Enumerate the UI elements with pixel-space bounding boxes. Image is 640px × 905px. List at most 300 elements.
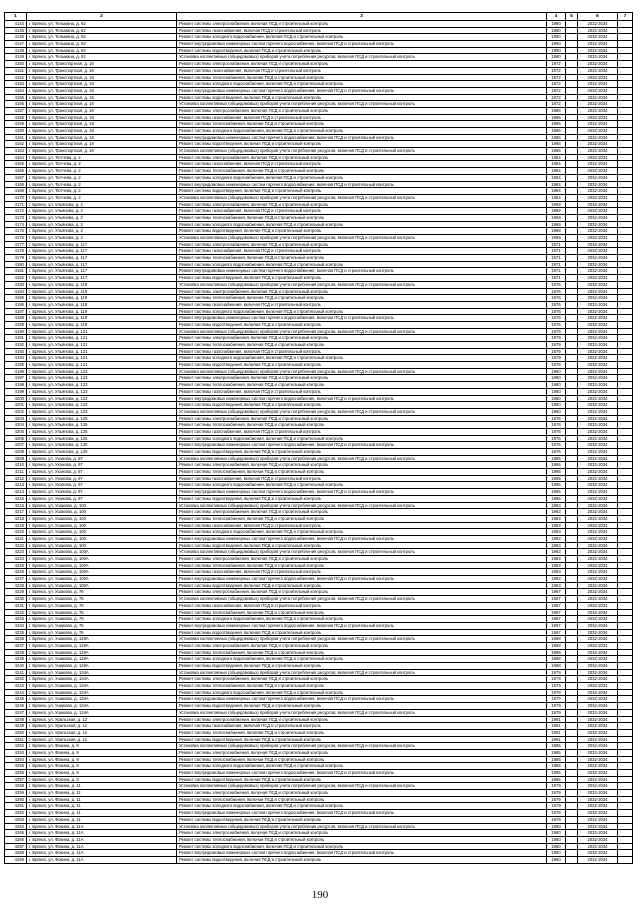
year-cell: 1983	[547, 542, 566, 549]
table-row	[5, 542, 633, 549]
col7-cell	[618, 602, 633, 609]
row-number: 4186	[5, 301, 27, 308]
col7-cell	[618, 596, 633, 603]
year-cell: 1979	[547, 683, 566, 690]
table-row	[5, 783, 633, 790]
work-type-cell: Ремонт системы электроснабжения, включая ПСД и строительный контроль	[177, 288, 547, 295]
address-cell: г. Брянск, ул. Ульянова, д. 119	[27, 288, 177, 295]
col5-cell	[566, 449, 578, 456]
year-cell: 1979	[547, 816, 566, 823]
work-type-cell: Ремонт системы электроснабжения, включая ПСД и строительный контроль	[177, 415, 547, 422]
period-cell: 2032-2034	[578, 67, 618, 74]
work-type-cell: Ремонт внутридомовых инженерных систем горячего водоснабжения, включая ПСД и строительный контроль	[177, 850, 547, 857]
row-number: 4256	[5, 770, 27, 777]
col7-cell	[618, 629, 633, 636]
row-number: 4221	[5, 535, 27, 542]
col7-cell	[618, 362, 633, 369]
col7-cell	[618, 502, 633, 509]
table-row	[5, 836, 633, 843]
table-row	[5, 295, 633, 302]
col5-cell	[566, 663, 578, 670]
year-cell: 1995	[547, 489, 566, 496]
table-row	[5, 134, 633, 141]
address-cell: г. Брянск, ул. Ульянова, д. 123	[27, 395, 177, 402]
period-cell: 2032-2034	[578, 348, 618, 355]
col5-cell	[566, 61, 578, 68]
col7-cell	[618, 261, 633, 268]
work-type-cell: Ремонт системы электроснабжения, включая ПСД и строительный контроль	[177, 335, 547, 342]
work-type-cell: Установка коллективных (общедомовых) приборов учета потребления ресурсов, включая ПСД и строительный контроль	[177, 823, 547, 830]
table-row	[5, 422, 633, 429]
work-type-cell: Ремонт системы водоотведения, включая ПСД и строительный контроль	[177, 402, 547, 409]
col5-cell	[566, 475, 578, 482]
period-cell: 2032-2034	[578, 810, 618, 817]
row-number: 4157	[5, 107, 27, 114]
row-number: 4227	[5, 576, 27, 583]
row-number: 4155	[5, 94, 27, 101]
period-cell: 2032-2034	[578, 843, 618, 850]
table-row	[5, 235, 633, 242]
year-cell: 1990	[547, 34, 566, 41]
work-type-cell: Ремонт системы водоотведения, включая ПСД и строительный контроль	[177, 228, 547, 235]
work-type-cell: Ремонт системы водоотведения, включая ПСД и строительный контроль	[177, 856, 547, 863]
period-cell: 2032-2034	[578, 281, 618, 288]
address-cell: г. Брянск, ул. Транспортная, д. 16	[27, 67, 177, 74]
period-cell: 2032-2034	[578, 743, 618, 750]
col5-cell	[566, 636, 578, 643]
col5-cell	[566, 522, 578, 529]
address-cell: г. Брянск, ул. Транспортная, д. 16	[27, 61, 177, 68]
address-cell: г. Брянск, ул. Ушакова, д. 134А	[27, 669, 177, 676]
address-cell: г. Брянск, ул. Ульянова, д. 125	[27, 422, 177, 429]
col7-cell	[618, 743, 633, 750]
year-cell: 1983	[547, 549, 566, 556]
col7-cell	[618, 482, 633, 489]
col7-cell	[618, 342, 633, 349]
work-type-cell: Ремонт системы газоснабжения, включая ПСД и строительный контроль	[177, 723, 547, 730]
col7-cell	[618, 61, 633, 68]
period-cell: 2032-2034	[578, 676, 618, 683]
work-type-cell: Ремонт системы теплоснабжения, включая ПСД и строительный контроль	[177, 729, 547, 736]
row-number: 4236	[5, 636, 27, 643]
col7-cell	[618, 74, 633, 81]
col5-cell	[566, 469, 578, 476]
col5-cell	[566, 723, 578, 730]
table-row	[5, 308, 633, 315]
col5-cell	[566, 850, 578, 857]
col5-cell	[566, 776, 578, 783]
table-row	[5, 709, 633, 716]
work-type-cell: Ремонт системы теплоснабжения, включая ПСД и строительный контроль	[177, 255, 547, 262]
col7-cell	[618, 368, 633, 375]
year-cell: 1976	[547, 321, 566, 328]
period-cell: 2032-2034	[578, 275, 618, 282]
col5-cell	[566, 515, 578, 522]
col5-cell	[566, 47, 578, 54]
work-type-cell: Установка коллективных (общедомовых) приборов учета потребления ресурсов, включая ПСД и строительный контроль	[177, 455, 547, 462]
col7-cell	[618, 275, 633, 282]
table-row	[5, 549, 633, 556]
col5-cell	[566, 810, 578, 817]
address-cell: г. Брянск, ул. Ульянова, д. 123	[27, 388, 177, 395]
col5-cell	[566, 141, 578, 148]
table-row	[5, 449, 633, 456]
col5-cell	[566, 756, 578, 763]
address-cell: г. Брянск, ул. Фокина, д. 11	[27, 803, 177, 810]
col5-cell	[566, 248, 578, 255]
work-type-cell: Установка коллективных (общедомовых) приборов учета потребления ресурсов, включая ПСД и строительный контроль	[177, 408, 547, 415]
table-row	[5, 462, 633, 469]
col7-cell	[618, 241, 633, 248]
table-row	[5, 355, 633, 362]
period-cell: 2032-2034	[578, 435, 618, 442]
col5-cell	[566, 275, 578, 282]
year-cell: 1990	[547, 47, 566, 54]
period-cell: 2032-2034	[578, 716, 618, 723]
table-row	[5, 736, 633, 743]
year-cell: 1986	[547, 148, 566, 155]
row-number: 4243	[5, 683, 27, 690]
work-type-cell: Ремонт системы газоснабжения, включая ПСД и строительный контроль	[177, 475, 547, 482]
col5-cell	[566, 716, 578, 723]
row-number: 4206	[5, 435, 27, 442]
col7-cell	[618, 790, 633, 797]
work-type-cell: Ремонт системы электроснабжения, включая ПСД и строительный контроль	[177, 556, 547, 563]
address-cell: г. Брянск, ул. Ушакова, д. 100А	[27, 549, 177, 556]
table-row	[5, 342, 633, 349]
row-number: 4200	[5, 395, 27, 402]
col5-cell	[566, 408, 578, 415]
year-cell: 1988	[547, 636, 566, 643]
col7-cell	[618, 703, 633, 710]
work-type-cell: Ремонт внутридомовых инженерных систем горячего водоснабжения, включая ПСД и строительный контроль	[177, 576, 547, 583]
year-cell: 1980	[547, 402, 566, 409]
year-cell: 1983	[547, 509, 566, 516]
row-number: 4211	[5, 469, 27, 476]
table-row	[5, 816, 633, 823]
row-number: 4258	[5, 783, 27, 790]
row-number: 4250	[5, 729, 27, 736]
work-type-cell: Ремонт внутридомовых инженерных систем горячего водоснабжения, включая ПСД и строительный контроль	[177, 395, 547, 402]
year-cell: 1979	[547, 689, 566, 696]
col5-cell	[566, 375, 578, 382]
year-cell: 1979	[547, 783, 566, 790]
year-cell: 1985	[547, 749, 566, 756]
year-cell: 1980	[547, 382, 566, 389]
work-type-cell: Ремонт системы газоснабжения, включая ПСД и строительный контроль	[177, 388, 547, 395]
table-row	[5, 509, 633, 516]
address-cell: г. Брянск, ул. Ульянова, д. 121	[27, 335, 177, 342]
table-row	[5, 148, 633, 155]
row-number: 4193	[5, 348, 27, 355]
row-number: 4197	[5, 375, 27, 382]
table-row	[5, 241, 633, 248]
row-number: 4244	[5, 689, 27, 696]
col5-cell	[566, 241, 578, 248]
address-cell: г. Брянск, ул. Тютчева, д. 2	[27, 168, 177, 175]
col5-cell	[566, 27, 578, 34]
period-cell: 2032-2034	[578, 756, 618, 763]
address-cell: г. Брянск, ул. Ульянова, д. 2	[27, 214, 177, 221]
work-type-cell: Установка коллективных (общедомовых) приборов учета потребления ресурсов, включая ПСД и строительный контроль	[177, 148, 547, 155]
period-cell: 2032-2034	[578, 188, 618, 195]
table-row	[5, 408, 633, 415]
year-cell: 1990	[547, 21, 566, 28]
year-cell: 1976	[547, 288, 566, 295]
year-cell: 1995	[547, 469, 566, 476]
col7-cell	[618, 716, 633, 723]
col7-cell	[618, 422, 633, 429]
col7-cell	[618, 515, 633, 522]
col7-cell	[618, 288, 633, 295]
year-cell: 1984	[547, 174, 566, 181]
col5-cell	[566, 656, 578, 663]
address-cell: г. Брянск, ул. Уханова, д. 97	[27, 482, 177, 489]
address-cell: г. Брянск, ул. Транспортная, д. 18	[27, 148, 177, 155]
address-cell: г. Брянск, ул. Ульянова, д. 125	[27, 428, 177, 435]
col5-cell	[566, 34, 578, 41]
period-cell: 2032-2034	[578, 402, 618, 409]
table-row	[5, 81, 633, 88]
work-type-cell: Ремонт внутридомовых инженерных систем горячего водоснабжения, включая ПСД и строительный контроль	[177, 622, 547, 629]
col7-cell	[618, 382, 633, 389]
row-number: 4261	[5, 803, 27, 810]
table-row	[5, 756, 633, 763]
col7-cell	[618, 128, 633, 135]
col5-cell	[566, 582, 578, 589]
address-cell: г. Брянск, ул. Ушакова, д. 128А	[27, 642, 177, 649]
col5-cell	[566, 81, 578, 88]
row-number: 4154	[5, 87, 27, 94]
work-type-cell: Установка коллективных (общедомовых) приборов учета потребления ресурсов, включая ПСД и строительный контроль	[177, 194, 547, 201]
row-number: 4177	[5, 241, 27, 248]
period-cell: 2032-2034	[578, 830, 618, 837]
year-cell: 1979	[547, 696, 566, 703]
address-cell: г. Брянск, ул. Уханова, д. 97	[27, 475, 177, 482]
year-cell: 1990	[547, 54, 566, 61]
row-number: 4168	[5, 181, 27, 188]
address-cell: г. Брянск, ул. Тютчева, д. 2	[27, 188, 177, 195]
col7-cell	[618, 669, 633, 676]
col7-cell	[618, 321, 633, 328]
col7-cell	[618, 475, 633, 482]
work-type-cell: Ремонт системы электроснабжения, включая ПСД и строительный контроль	[177, 716, 547, 723]
period-cell: 2032-2034	[578, 696, 618, 703]
year-cell: 1991	[547, 729, 566, 736]
row-number: 4233	[5, 616, 27, 623]
table-row	[5, 428, 633, 435]
period-cell: 2032-2034	[578, 208, 618, 215]
work-type-cell: Ремонт системы водоотведения, включая ПСД и строительный контроль	[177, 495, 547, 502]
work-type-cell: Ремонт системы газоснабжения, включая ПСД и строительный контроль	[177, 522, 547, 529]
period-cell: 2032-2034	[578, 47, 618, 54]
year-cell: 1986	[547, 121, 566, 128]
col7-cell	[618, 856, 633, 863]
address-cell: г. Брянск, ул. Ушакова, д. 100	[27, 522, 177, 529]
row-number: 4203	[5, 415, 27, 422]
work-type-cell: Ремонт внутридомовых инженерных систем горячего водоснабжения, включая ПСД и строительный контроль	[177, 41, 547, 48]
period-cell: 2032-2034	[578, 462, 618, 469]
address-cell: г. Брянск, ул. Уханова, д. 97	[27, 462, 177, 469]
row-number: 4149	[5, 54, 27, 61]
period-cell: 2032-2034	[578, 776, 618, 783]
address-cell: г. Брянск, ул. Тютчева, д. 2	[27, 181, 177, 188]
col5-cell	[566, 94, 578, 101]
table-row	[5, 469, 633, 476]
col5-cell	[566, 21, 578, 28]
work-type-cell: Ремонт системы теплоснабжения, включая ПСД и строительный контроль	[177, 562, 547, 569]
year-cell: 1983	[547, 535, 566, 542]
col5-cell	[566, 609, 578, 616]
work-type-cell: Ремонт системы холодного водоснабжения, включая ПСД и строительный контроль	[177, 763, 547, 770]
address-cell: г. Брянск, ул. Ушакова, д. 100	[27, 502, 177, 509]
address-cell: г. Брянск, ул. Транспортная, д. 16	[27, 94, 177, 101]
year-cell: 1976	[547, 295, 566, 302]
address-cell: г. Брянск, ул. Ульянова, д. 2	[27, 201, 177, 208]
col7-cell	[618, 114, 633, 121]
table-row	[5, 288, 633, 295]
col7-cell	[618, 402, 633, 409]
col7-cell	[618, 709, 633, 716]
address-cell: г. Брянск, ул. Ульянова, д. 119	[27, 295, 177, 302]
table-row	[5, 515, 633, 522]
col7-cell	[618, 683, 633, 690]
address-cell: г. Брянск, ул. Ульянова, д. 2	[27, 228, 177, 235]
row-number: 4165	[5, 161, 27, 168]
table-row	[5, 41, 633, 48]
row-number: 4248	[5, 716, 27, 723]
col7-cell	[618, 395, 633, 402]
period-cell: 2032-2034	[578, 268, 618, 275]
period-cell: 2032-2034	[578, 94, 618, 101]
col5-cell	[566, 576, 578, 583]
year-cell: 1986	[547, 128, 566, 135]
table-row	[5, 689, 633, 696]
year-cell: 1976	[547, 315, 566, 322]
col5-cell	[566, 121, 578, 128]
row-number: 4164	[5, 154, 27, 161]
work-type-cell: Ремонт системы газоснабжения, включая ПСД и строительный контроль	[177, 428, 547, 435]
year-cell: 1987	[547, 596, 566, 603]
address-cell: г. Брянск, ул. Фокина, д. 9	[27, 770, 177, 777]
address-cell: г. Брянск, ул. Фокина, д. 11	[27, 790, 177, 797]
period-cell: 2032-2034	[578, 114, 618, 121]
col5-cell	[566, 101, 578, 108]
work-type-cell: Ремонт системы теплоснабжения, включая ПСД и строительный контроль	[177, 342, 547, 349]
period-cell: 2032-2034	[578, 315, 618, 322]
col5-cell	[566, 328, 578, 335]
row-number: 4207	[5, 442, 27, 449]
address-cell: г. Брянск, ул. Ульянова, д. 117	[27, 241, 177, 248]
address-cell: г. Брянск, ул. Ушакова, д. 100	[27, 509, 177, 516]
table-row	[5, 321, 633, 328]
address-cell: г. Брянск, ул. Тютчева, д. 2	[27, 174, 177, 181]
work-type-cell: Ремонт системы холодного водоснабжения, включая ПСД и строительный контроль	[177, 689, 547, 696]
col7-cell	[618, 489, 633, 496]
address-cell: г. Брянск, ул. Транспортная, д. 16	[27, 101, 177, 108]
work-type-cell: Ремонт системы теплоснабжения, включая ПСД и строительный контроль	[177, 214, 547, 221]
work-type-cell: Ремонт системы газоснабжения, включая ПСД и строительный контроль	[177, 569, 547, 576]
col5-cell	[566, 549, 578, 556]
period-cell: 2032-2034	[578, 321, 618, 328]
address-cell: г. Брянск, ул. Фокина, д. 11	[27, 816, 177, 823]
period-cell: 2032-2034	[578, 689, 618, 696]
col5-cell	[566, 489, 578, 496]
table-row	[5, 248, 633, 255]
table-row	[5, 790, 633, 797]
col7-cell	[618, 763, 633, 770]
table-row	[5, 656, 633, 663]
table-row	[5, 770, 633, 777]
table-row	[5, 188, 633, 195]
row-number: 4156	[5, 101, 27, 108]
period-cell: 2032-2034	[578, 562, 618, 569]
col5-cell	[566, 148, 578, 155]
address-cell: г. Брянск, ул. Ульянова, д. 117	[27, 248, 177, 255]
row-number: 4170	[5, 194, 27, 201]
work-type-cell: Ремонт системы теплоснабжения, включая ПСД и строительный контроль	[177, 382, 547, 389]
address-cell: г. Брянск, ул. Ушакова, д. 100	[27, 529, 177, 536]
table-row	[5, 810, 633, 817]
address-cell: г. Брянск, ул. Уханова, д. 97	[27, 469, 177, 476]
year-cell: 1987	[547, 589, 566, 596]
work-type-cell: Ремонт внутридомовых инженерных систем горячего водоснабжения, включая ПСД и строительный контроль	[177, 535, 547, 542]
col5-cell	[566, 107, 578, 114]
row-number: 4172	[5, 208, 27, 215]
col7-cell	[618, 495, 633, 502]
period-cell: 2032-2034	[578, 87, 618, 94]
row-number: 4229	[5, 589, 27, 596]
row-number: 4195	[5, 362, 27, 369]
work-type-cell: Ремонт системы водоотведения, включая ПСД и строительный контроль	[177, 542, 547, 549]
address-cell: г. Брянск, ул. Транспортная, д. 18	[27, 114, 177, 121]
address-cell: г. Брянск, ул. Ульянова, д. 121	[27, 342, 177, 349]
period-cell: 2032-2034	[578, 509, 618, 516]
work-type-cell: Ремонт системы холодного водоснабжения, включая ПСД и строительный контроль	[177, 261, 547, 268]
col7-cell	[618, 415, 633, 422]
work-type-cell: Ремонт системы водоотведения, включая ПСД и строительный контроль	[177, 47, 547, 54]
address-cell: г. Брянск, ул. Ульянова, д. 125	[27, 442, 177, 449]
year-cell: 1990	[547, 27, 566, 34]
table-row	[5, 382, 633, 389]
year-cell: 1976	[547, 435, 566, 442]
row-number: 4267	[5, 843, 27, 850]
table-row	[5, 362, 633, 369]
period-cell: 2032-2034	[578, 642, 618, 649]
table-row	[5, 576, 633, 583]
period-cell: 2032-2034	[578, 181, 618, 188]
col7-cell	[618, 161, 633, 168]
address-cell: г. Брянск, ул. Уральская, д. 12	[27, 723, 177, 730]
address-cell: г. Брянск, ул. Ушакова, д. 76	[27, 602, 177, 609]
row-number: 4210	[5, 462, 27, 469]
year-cell: 1979	[547, 803, 566, 810]
address-cell: г. Брянск, ул. Ушакова, д. 100А	[27, 556, 177, 563]
period-cell: 2032-2034	[578, 683, 618, 690]
table-row	[5, 281, 633, 288]
work-type-cell: Установка коллективных (общедомовых) приборов учета потребления ресурсов, включая ПСД и строительный контроль	[177, 549, 547, 556]
period-cell: 2032-2034	[578, 382, 618, 389]
col7-cell	[618, 576, 633, 583]
col5-cell	[566, 321, 578, 328]
col5-cell	[566, 749, 578, 756]
work-type-cell: Ремонт системы холодного водоснабжения, включая ПСД и строительный контроль	[177, 81, 547, 88]
row-number: 4169	[5, 188, 27, 195]
year-cell: 1991	[547, 723, 566, 730]
col7-cell	[618, 67, 633, 74]
col5-cell	[566, 161, 578, 168]
col5-cell	[566, 355, 578, 362]
